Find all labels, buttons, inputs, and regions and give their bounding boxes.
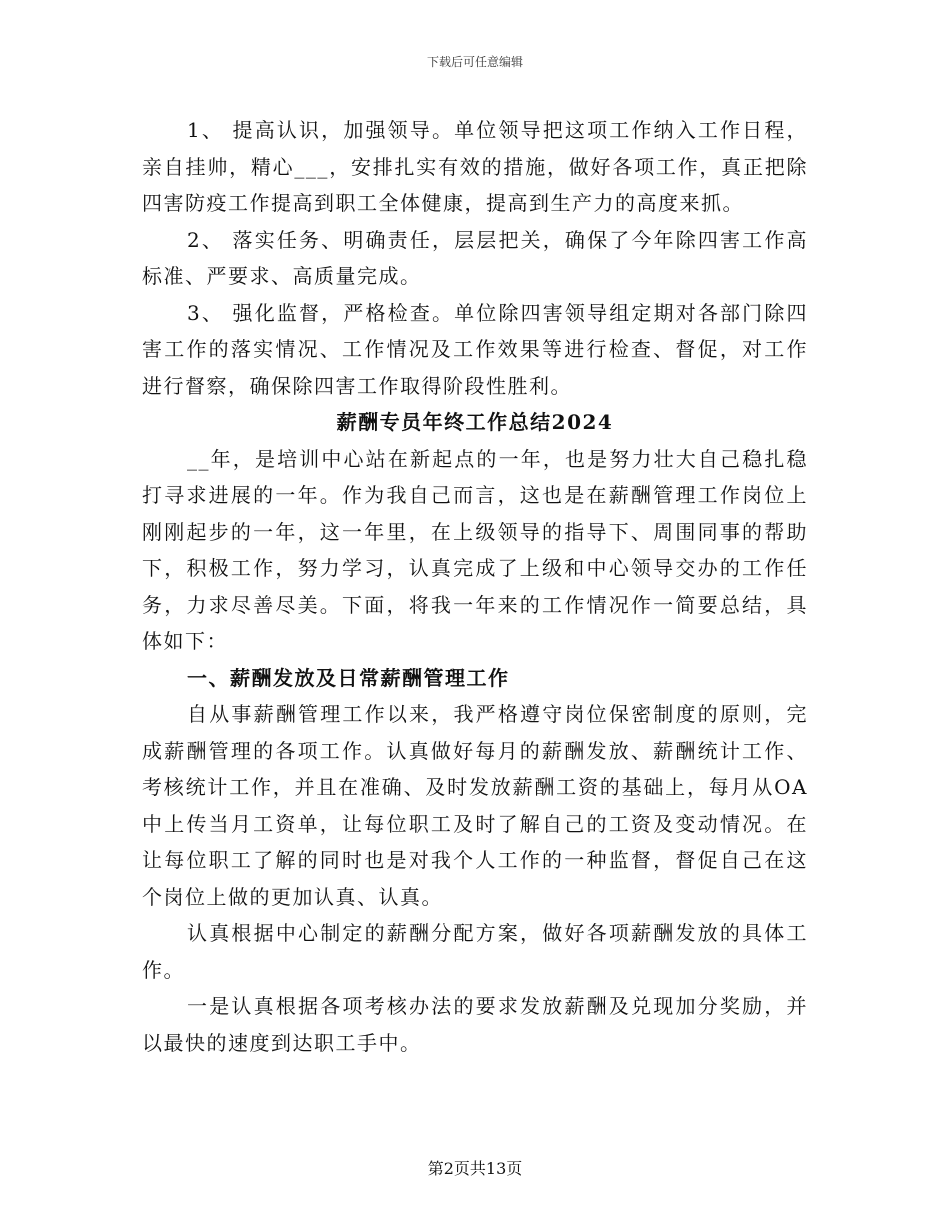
- paragraph-distribution-plan: 认真根据中心制定的薪酬分配方案，做好各项薪酬发放的具体工作。: [142, 921, 808, 982]
- document-body: [142, 112, 808, 1061]
- paragraph-first-point: 一是认真根据各项考核办法的要求发放薪酬及兑现加分奖励，并以最快的速度到达职工手中。: [142, 994, 808, 1055]
- paragraph-2: 2、 落实任务、明确责任，层层把关，确保了今年除四害工作高标准、严要求、高质量完成。: [142, 227, 808, 288]
- paragraph-1: 1、 提高认识，加强领导。单位领导把这项工作纳入工作日程，亲自挂帅，精心___，安排扎实有效的措施，做好各项工作，真正把除四害防疫工作提高到职工全体健康，提高到生产力的高度来抓。: [142, 118, 808, 215]
- page-header: 下载后可任意编辑: [426, 55, 523, 69]
- paragraph-salary-work: 自从事薪酬管理工作以来，我严格遵守岗位保密制度的原则，完成薪酬管理的各项工作。认真做好每月的薪酬发放、薪酬统计工作、考核统计工作，并且在准确、及时发放薪酬工资的基础上，每月从OA中上传当月工资单，让每位职工及时了解自己的工资及变动情况。在让每位职工了解的同时也是对我个人工作的一种监督，督促自己在这个岗位上做的更加认真、认真。: [142, 702, 808, 909]
- paragraph-3: 3、 强化监督，严格检查。单位除四害领导组定期对各部门除四害工作的落实情况、工作情况及工作效果等进行检查、督促，对工作进行督察，确保除四害工作取得阶段性胜利。: [142, 300, 808, 398]
- paragraph-intro: __年，是培训中心站在新起点的一年，也是努力壮大自己稳扎稳打寻求进展的一年。作为我自己而言，这也是在薪酬管理工作岗位上刚刚起步的一年，这一年里，在上级领导的指导下、周围同事的帮助下，积极工作，努力学习，认真完成了上级和中心领导交办的工作任务，力求尽善尽美。下面，将我一年来的工作情况作一简要总结，具体如下：: [142, 446, 808, 653]
- page-footer: 第2页共13页: [427, 1159, 523, 1178]
- section-heading: 一、薪酬发放及日常薪酬管理工作: [187, 665, 510, 690]
- document-title: 薪酬专员年终工作总结2024: [336, 410, 614, 434]
